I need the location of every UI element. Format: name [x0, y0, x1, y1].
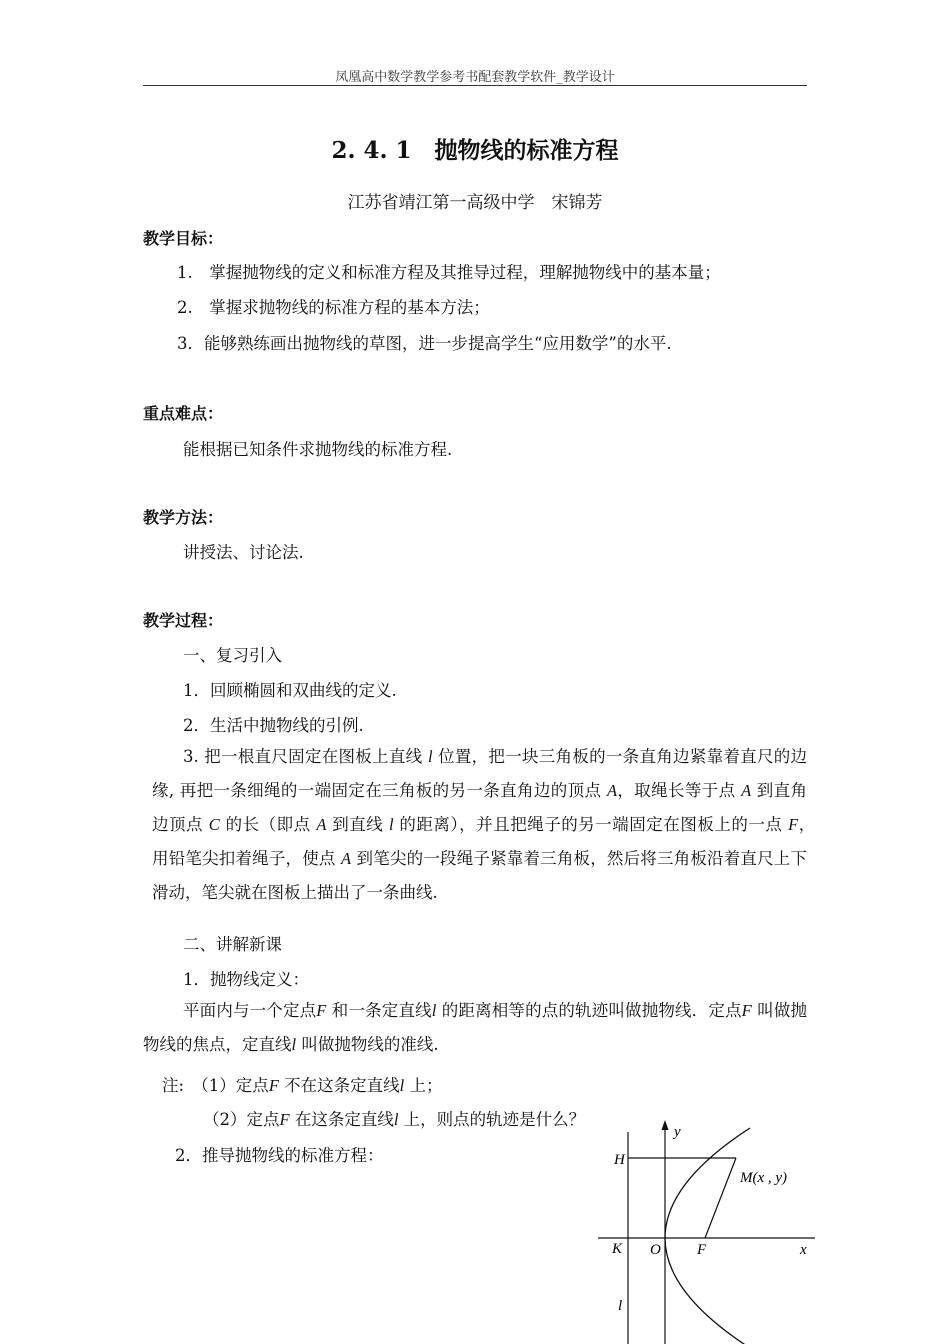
section-review: 一、复习引入 [183, 646, 282, 665]
author-line: 江苏省靖江第一高级中学 宋锦芳 [347, 193, 603, 213]
focus-F-symbol: F [741, 1001, 752, 1020]
methods-heading: 教学方法： [143, 508, 224, 527]
methods-text: 讲授法、讨论法. [183, 543, 304, 562]
label-H: H [614, 1152, 625, 1168]
parabola-diagram [590, 1112, 820, 1344]
objective-item-2: 2. 掌握求抛物线的标准方程的基本方法； [177, 298, 490, 317]
directrix-l-symbol: l [399, 1076, 405, 1095]
section-new-lesson: 二、讲解新课 [183, 935, 282, 954]
review-item-3: 3. 把一根直尺固定在图板上直线 l 位置，把一块三角板的一条直角边紧靠着直尺的边缘, 再把一条细绳的一端固定在三角板的另一条直角边的顶点 A，取绳长等于点 A 到直角边顶点 C 的长（即点 A 到直线 l 的距离），并且把绳子的另一端固定在图板上的一点 F， 用铅笔尖扣着绳子，使点 A 到笔尖的一段绳子紧靠着三角板，然后将三角板沿着直尺上下滑动，笔尖就在图板上描出了一条曲线. [152, 747, 824, 902]
header-rule [143, 85, 807, 86]
point-C-symbol: C [208, 815, 220, 834]
review-item-2: 2．生活中抛物线的引例. [183, 716, 364, 735]
note-1: 注: （1）定点F 不在这条定直线l 上； [162, 1076, 443, 1095]
label-l: l [618, 1298, 623, 1314]
definition-heading: 1．抛物线定义： [183, 970, 309, 989]
parabola-curve [665, 1128, 750, 1344]
objective-item-3: 3．能够熟练画出抛物线的草图，进一步提高学生“应用数学”的水平. [177, 334, 672, 353]
focus-F-symbol: F [268, 1076, 279, 1095]
keypoints-heading: 重点难点： [143, 404, 224, 423]
note-2: （2）定点F 在这条定直线l 上，则点的轨迹是什么？ [203, 1110, 586, 1129]
document-title: 2. 4. 1 抛物线的标准方程 [331, 137, 619, 164]
keypoints-text: 能根据已知条件求抛物线的标准方程. [183, 440, 453, 459]
label-F: F [697, 1242, 707, 1258]
derivation-heading: 2．推导抛物线的标准方程： [175, 1146, 384, 1165]
point-A-symbol: A [341, 849, 352, 868]
directrix-l-symbol: l [393, 1110, 399, 1129]
label-x: x [800, 1242, 807, 1258]
label-y: y [674, 1124, 681, 1140]
line-l-symbol: l [389, 815, 394, 834]
point-A-symbol: A [741, 781, 752, 800]
directrix-l-symbol: l [431, 1001, 437, 1020]
point-A-symbol: A [606, 781, 618, 800]
page-header: 凤凰高中数学教学参考书配套教学软件_教学设计 [335, 70, 615, 85]
point-F-symbol: F [788, 815, 799, 834]
line-l-symbol: l [427, 747, 433, 766]
process-heading: 教学过程： [143, 611, 224, 630]
review-item-1: 1．回顾椭圆和双曲线的定义. [183, 681, 397, 700]
parabola-definition: 平面内与一个定点F 和一条定直线l 的距离相等的点的轨迹叫做抛物线．定点F 叫做抛物线的焦点，定直线l 叫做抛物线的准线. [143, 1001, 807, 1054]
label-K: K [612, 1241, 623, 1257]
focus-F-symbol: F [316, 1001, 327, 1020]
point-A-symbol: A [316, 815, 327, 834]
focus-F-symbol: F [279, 1110, 290, 1129]
directrix-l-symbol: l [291, 1035, 297, 1054]
segment-MF [705, 1158, 736, 1238]
objective-item-1: 1. 掌握抛物线的定义和标准方程及其推导过程，理解抛物线中的基本量； [177, 263, 721, 282]
objectives-heading: 教学目标： [143, 229, 224, 248]
label-M: M(x , y) [740, 1170, 788, 1186]
y-axis-arrow-icon [662, 1120, 669, 1130]
label-O: O [650, 1242, 661, 1258]
